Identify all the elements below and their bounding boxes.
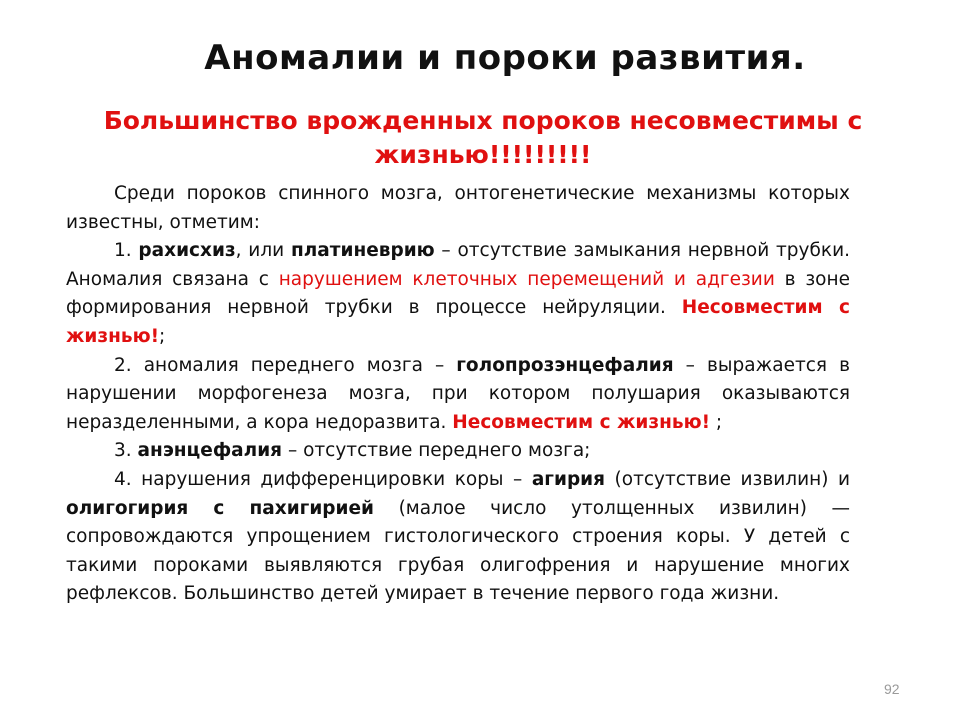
text-segment: 3.: [114, 440, 138, 462]
term-platyneuria: платиневрию: [290, 240, 435, 262]
text-segment: – отсутствие переднего мозга;: [282, 440, 591, 462]
term-rachischisis: рахисхиз: [138, 240, 236, 262]
slide-subtitle: Большинство врожденных пороков несовместимы с жизнью!!!!!!!!!: [103, 106, 863, 169]
text-segment: – выражается в нарушении морфогенеза мозга, при котором полушария оказываются неразделенными, а кора недоразвита.: [66, 354, 850, 433]
text-segment: в зоне формирования нервной трубки в процессе нейруляции.: [66, 268, 850, 319]
term-oligogyria-pachygyria: олигогирия с пахигирией: [66, 497, 375, 519]
highlight-cell-adhesion: нарушением клеточных перемещений и адгезии: [278, 268, 775, 290]
term-agyria: агирия: [531, 468, 606, 490]
text-segment: (отсутствие извилин) и: [605, 468, 851, 490]
paragraph-item-2: [66, 352, 850, 438]
text-segment: 2. аномалия переднего мозга –: [114, 354, 457, 376]
term-anencephaly: анэнцефалия: [137, 440, 283, 462]
text-segment: , или: [235, 240, 291, 262]
paragraph-item-4: [66, 466, 850, 609]
text-segment: (малое число утолщенных извилин) — сопровождаются упрощением гистологического строения коры. У детей с такими пороками выявляются грубая олигофрения и нарушение многих рефлексов. Большинство детей умирает в течение первого года жизни.: [66, 497, 850, 605]
text-segment: 1.: [114, 240, 139, 262]
incompatible-with-life-note: Несовместим с жизнью!: [452, 411, 711, 433]
text-segment: – отсутствие замыкания нервной трубки. Аномалия связана с: [66, 240, 850, 290]
slide-title: Аномалии и пороки развития.: [204, 38, 806, 78]
paragraph-intro: [66, 180, 850, 237]
incompatible-with-life-note: Несовместим с жизнью!: [66, 297, 851, 347]
paragraph-item-1: [66, 237, 850, 351]
term-holoprosencephaly: голопрозэнцефалия: [456, 354, 674, 376]
paragraph-item-3: [66, 437, 850, 466]
text-segment: ;: [159, 325, 166, 347]
body-text: [66, 180, 850, 609]
text-segment: Среди пороков спинного мозга, онтогенетические механизмы которых известны, отметим:: [66, 183, 850, 233]
text-segment: 4. нарушения дифференцировки коры –: [114, 468, 532, 490]
page-number: 92: [884, 681, 900, 697]
text-segment: ;: [710, 411, 723, 433]
